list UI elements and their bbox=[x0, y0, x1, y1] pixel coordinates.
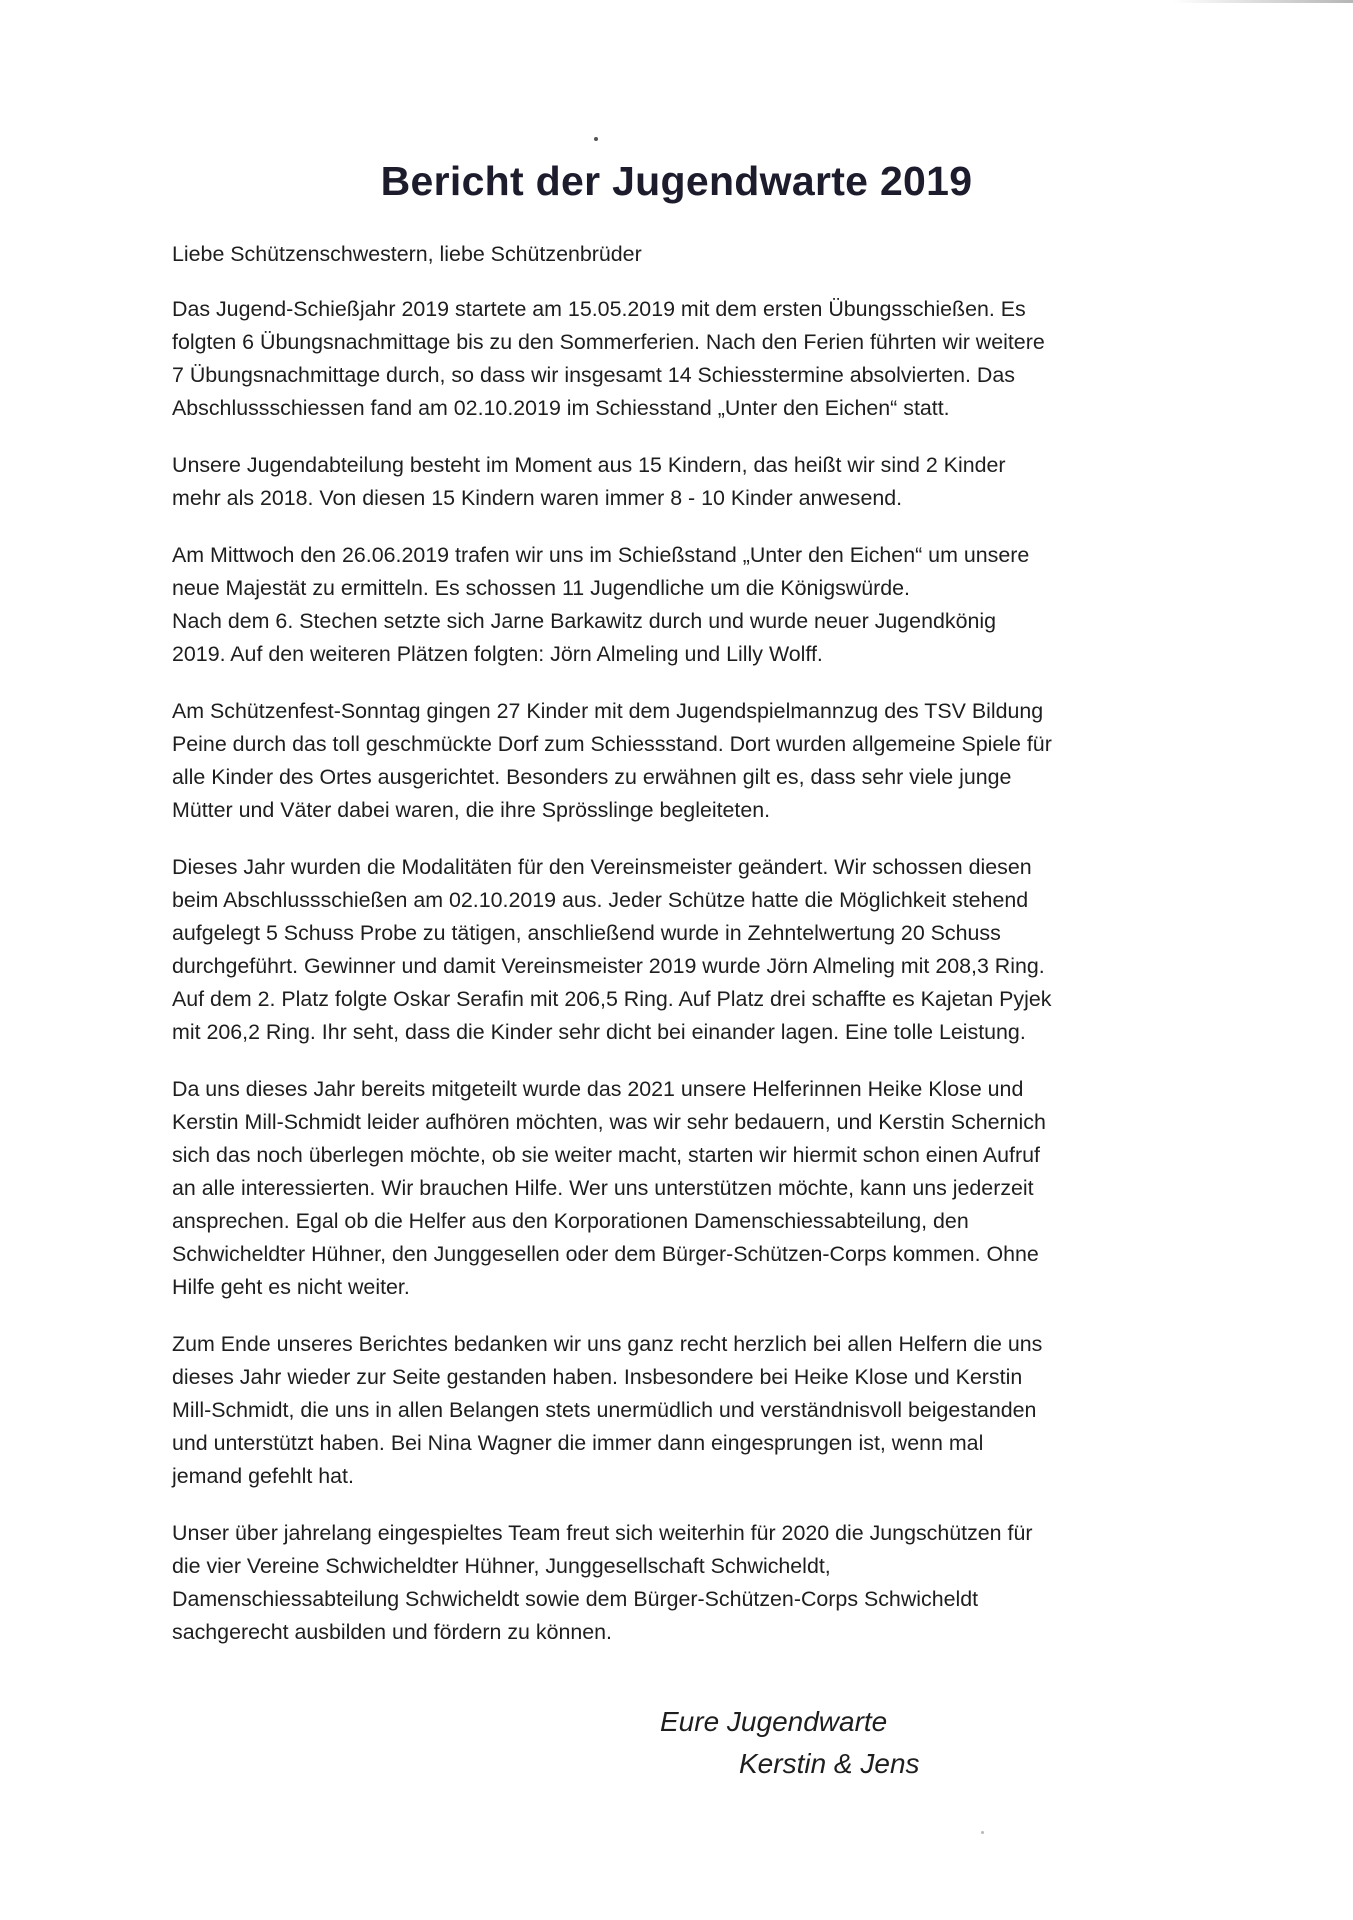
paragraph-5 bbox=[172, 851, 1232, 1049]
document-title: Bericht der Jugendwarte 2019 bbox=[380, 158, 973, 204]
signature-names: Kerstin & Jens bbox=[739, 1748, 920, 1779]
paragraph-line: Kerstin Mill-Schmidt leider aufhören möchten, was wir sehr bedauern, und Kerstin Schernich bbox=[172, 1110, 1046, 1134]
paragraph-line: 7 Übungsnachmittage durch, so dass wir insgesamt 14 Schiesstermine absolvierten. Das bbox=[172, 363, 1015, 387]
document-body bbox=[172, 238, 1232, 1673]
paragraph-line: Unsere Jugendabteilung besteht im Moment aus 15 Kindern, das heißt wir sind 2 Kinder bbox=[172, 453, 1006, 477]
paragraph-line: und unterstützt haben. Bei Nina Wagner die immer dann eingesprungen ist, wenn mal bbox=[172, 1431, 984, 1455]
paragraph-3 bbox=[172, 539, 1232, 671]
paragraph-7 bbox=[172, 1328, 1232, 1493]
signature-closing: Eure Jugendwarte bbox=[660, 1706, 888, 1737]
paragraph-line: aufgelegt 5 Schuss Probe zu tätigen, anschließend wurde in Zehntelwertung 20 Schuss bbox=[172, 921, 1001, 945]
paragraph-line: 2019. Auf den weiteren Plätzen folgten: Jörn Almeling und Lilly Wolff. bbox=[172, 642, 823, 666]
paragraph-line: Dieses Jahr wurden die Modalitäten für den Vereinsmeister geändert. Wir schossen diesen bbox=[172, 855, 1032, 879]
paragraph-line: an alle interessierten. Wir brauchen Hilfe. Wer uns unterstützen möchte, kann uns jederzeit bbox=[172, 1176, 1034, 1200]
scan-speck bbox=[981, 1831, 984, 1834]
paragraph-line: Mütter und Väter dabei waren, die ihre Sprösslinge begleiteten. bbox=[172, 798, 771, 822]
paragraph-line: Schwicheldter Hühner, den Junggesellen oder dem Bürger-Schützen-Corps kommen. Ohne bbox=[172, 1242, 1039, 1266]
paragraph-6 bbox=[172, 1073, 1232, 1304]
paragraph-line: Am Mittwoch den 26.06.2019 trafen wir uns im Schießstand „Unter den Eichen“ um unsere bbox=[172, 543, 1030, 567]
paragraph-4 bbox=[172, 695, 1232, 827]
paragraph-line: Das Jugend-Schießjahr 2019 startete am 15.05.2019 mit dem ersten Übungsschießen. Es bbox=[172, 297, 1026, 321]
paragraph-2 bbox=[172, 449, 1232, 515]
paragraph-line: jemand gefehlt hat. bbox=[172, 1464, 354, 1488]
paragraph-line: die vier Vereine Schwicheldter Hühner, Junggesellschaft Schwicheldt, bbox=[172, 1554, 831, 1578]
paragraph-line: durchgeführt. Gewinner und damit Vereinsmeister 2019 wurde Jörn Almeling mit 208,3 Ring. bbox=[172, 954, 1045, 978]
paragraph-line: Unser über jahrelang eingespieltes Team freut sich weiterhin für 2020 die Jungschützen für bbox=[172, 1521, 1033, 1545]
paragraph-line: sich das noch überlegen möchte, ob sie weiter macht, starten wir hiermit schon einen Aufruf bbox=[172, 1143, 1040, 1167]
paragraph-line: beim Abschlussschießen am 02.10.2019 aus. Jeder Schütze hatte die Möglichkeit stehend bbox=[172, 888, 1029, 912]
paragraph-line: Auf dem 2. Platz folgte Oskar Serafin mit 206,5 Ring. Auf Platz drei schaffte es Kajetan Pyjek bbox=[172, 987, 1052, 1011]
paragraph-line: Nach dem 6. Stechen setzte sich Jarne Barkawitz durch und wurde neuer Jugendkönig bbox=[172, 609, 997, 633]
paragraph-line: Da uns dieses Jahr bereits mitgeteilt wurde das 2021 unsere Helferinnen Heike Klose und bbox=[172, 1077, 1024, 1101]
salutation: Liebe Schützenschwestern, liebe Schützenbrüder bbox=[172, 242, 642, 266]
paragraph-line: alle Kinder des Ortes ausgerichtet. Besonders zu erwähnen gilt es, dass sehr viele junge bbox=[172, 765, 1012, 789]
paragraph-line: sachgerecht ausbilden und fördern zu können. bbox=[172, 1620, 613, 1644]
paragraph-line: Abschlussschiessen fand am 02.10.2019 im Schiesstand „Unter den Eichen“ statt. bbox=[172, 396, 950, 420]
paragraph-line: Am Schützenfest-Sonntag gingen 27 Kinder mit dem Jugendspielmannzug des TSV Bildung bbox=[172, 699, 1044, 723]
scan-speck bbox=[594, 137, 598, 141]
paragraph-line: neue Majestät zu ermitteln. Es schossen 11 Jugendliche um die Königswürde. bbox=[172, 576, 910, 600]
paragraph-line: mit 206,2 Ring. Ihr seht, dass die Kinder sehr dicht bei einander lagen. Eine tolle Leistung. bbox=[172, 1020, 1026, 1044]
paragraph-line: Hilfe geht es nicht weiter. bbox=[172, 1275, 410, 1299]
paragraph-line: mehr als 2018. Von diesen 15 Kindern waren immer 8 - 10 Kinder anwesend. bbox=[172, 486, 903, 510]
paragraph-8 bbox=[172, 1517, 1232, 1649]
paragraph-line: Damenschiessabteilung Schwicheldt sowie dem Bürger-Schützen-Corps Schwicheldt bbox=[172, 1587, 979, 1611]
paragraph-line: folgten 6 Übungsnachmittage bis zu den Sommerferien. Nach den Ferien führten wir weitere bbox=[172, 330, 1045, 354]
scan-edge-shadow bbox=[1173, 0, 1353, 3]
paragraph-line: ansprechen. Egal ob die Helfer aus den Korporationen Damenschiessabteilung, den bbox=[172, 1209, 969, 1233]
paragraph-line: Peine durch das toll geschmückte Dorf zum Schiessstand. Dort wurden allgemeine Spiele für bbox=[172, 732, 1052, 756]
paragraph-line: Zum Ende unseres Berichtes bedanken wir uns ganz recht herzlich bei allen Helfern die uns bbox=[172, 1332, 1043, 1356]
paragraph-line: dieses Jahr wieder zur Seite gestanden haben. Insbesondere bei Heike Klose und Kerstin bbox=[172, 1365, 1023, 1389]
paragraph-1 bbox=[172, 293, 1232, 425]
signature-block bbox=[660, 1701, 920, 1785]
paragraph-line: Mill-Schmidt, die uns in allen Belangen stets unermüdlich und verständnisvoll beigestanden bbox=[172, 1398, 1037, 1422]
